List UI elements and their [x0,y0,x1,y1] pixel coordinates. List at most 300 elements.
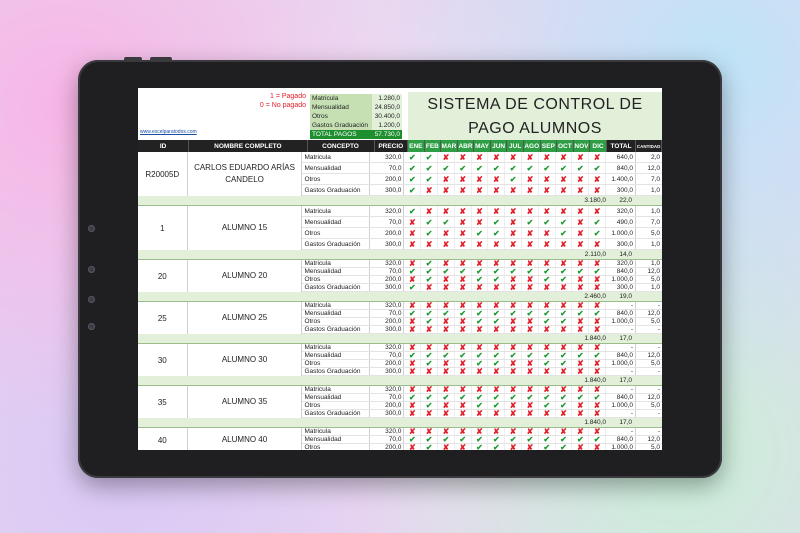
cross-icon[interactable]: ✘ [488,185,505,195]
price-cell[interactable]: 300,0 [370,239,404,249]
cross-icon[interactable]: ✘ [589,360,606,367]
check-icon[interactable]: ✔ [404,310,421,317]
concept-cell[interactable]: Otros [302,444,370,450]
check-icon[interactable]: ✔ [505,163,522,173]
cross-icon[interactable]: ✘ [556,260,573,267]
total-cell[interactable]: 840,0 [606,163,636,173]
cross-icon[interactable]: ✘ [522,174,539,184]
cross-icon[interactable]: ✘ [404,410,421,417]
cross-icon[interactable]: ✘ [589,206,606,216]
check-icon[interactable]: ✔ [556,360,573,367]
header-qty[interactable]: CANTIDAD [636,140,662,152]
cross-icon[interactable]: ✘ [421,428,438,435]
cross-icon[interactable]: ✘ [505,206,522,216]
cross-icon[interactable]: ✘ [488,386,505,393]
cross-icon[interactable]: ✘ [472,386,489,393]
check-icon[interactable]: ✔ [488,228,505,238]
check-icon[interactable]: ✔ [421,260,438,267]
check-icon[interactable]: ✔ [488,318,505,325]
header-id[interactable]: ID [138,140,189,152]
subtotal-qty[interactable]: 17,0 [619,377,632,384]
concept-cell[interactable]: Otros [302,174,370,184]
cross-icon[interactable]: ✘ [572,239,589,249]
check-icon[interactable]: ✔ [472,402,489,409]
qty-cell[interactable]: 5,0 [650,360,660,367]
cross-icon[interactable]: ✘ [488,284,505,291]
cross-icon[interactable]: ✘ [505,402,522,409]
qty-cell[interactable]: - [657,410,660,417]
cross-icon[interactable]: ✘ [522,206,539,216]
check-icon[interactable]: ✔ [522,163,539,173]
qty-cell[interactable]: 1,0 [650,186,660,194]
check-icon[interactable]: ✔ [572,268,589,275]
total-cell[interactable]: - [606,368,636,375]
cross-icon[interactable]: ✘ [589,444,606,450]
check-icon[interactable]: ✔ [556,436,573,443]
cross-icon[interactable]: ✘ [556,386,573,393]
cross-icon[interactable]: ✘ [455,239,472,249]
check-icon[interactable]: ✔ [539,352,556,359]
cross-icon[interactable]: ✘ [522,228,539,238]
cross-icon[interactable]: ✘ [404,344,421,351]
header-total[interactable]: TOTAL [607,140,637,152]
cross-icon[interactable]: ✘ [438,444,455,450]
summary-value[interactable]: 24.850,0 [372,103,402,112]
check-icon[interactable]: ✔ [572,394,589,401]
check-icon[interactable]: ✔ [539,163,556,173]
qty-cell[interactable]: 1,0 [650,207,660,215]
check-icon[interactable]: ✔ [572,163,589,173]
check-icon[interactable]: ✔ [488,268,505,275]
cross-icon[interactable]: ✘ [505,260,522,267]
cross-icon[interactable]: ✘ [455,444,472,450]
check-icon[interactable]: ✔ [522,268,539,275]
cross-icon[interactable]: ✘ [455,206,472,216]
cross-icon[interactable]: ✘ [404,318,421,325]
check-icon[interactable]: ✔ [421,402,438,409]
cross-icon[interactable]: ✘ [556,284,573,291]
cross-icon[interactable]: ✘ [522,284,539,291]
qty-cell[interactable]: 12,0 [647,164,660,172]
check-icon[interactable]: ✔ [522,352,539,359]
check-icon[interactable]: ✔ [488,436,505,443]
cross-icon[interactable]: ✘ [488,239,505,249]
check-icon[interactable]: ✔ [522,310,539,317]
check-icon[interactable]: ✔ [455,163,472,173]
cross-icon[interactable]: ✘ [572,185,589,195]
cross-icon[interactable]: ✘ [539,368,556,375]
qty-cell[interactable]: 12,0 [647,436,660,443]
cross-icon[interactable]: ✘ [421,284,438,291]
cross-icon[interactable]: ✘ [505,217,522,227]
check-icon[interactable]: ✔ [556,217,573,227]
cross-icon[interactable]: ✘ [472,410,489,417]
header-month[interactable]: SEP [541,140,558,152]
check-icon[interactable]: ✔ [404,394,421,401]
price-cell[interactable]: 200,0 [370,228,404,238]
cross-icon[interactable]: ✘ [589,428,606,435]
qty-cell[interactable]: 5,0 [650,229,660,237]
cross-icon[interactable]: ✘ [455,185,472,195]
price-cell[interactable]: 320,0 [370,260,404,267]
header-month[interactable]: AGO [524,140,541,152]
qty-cell[interactable]: - [657,326,660,333]
header-name[interactable]: NOMBRE COMPLETO [189,140,307,152]
header-month[interactable]: NOV [574,140,591,152]
cross-icon[interactable]: ✘ [472,206,489,216]
price-cell[interactable]: 70,0 [370,436,404,443]
check-icon[interactable]: ✔ [522,217,539,227]
subtotal-qty[interactable]: 14,0 [619,251,632,258]
price-cell[interactable]: 300,0 [370,284,404,291]
cross-icon[interactable]: ✘ [404,302,421,309]
concept-cell[interactable]: Otros [302,228,370,238]
check-icon[interactable]: ✔ [472,228,489,238]
check-icon[interactable]: ✔ [539,394,556,401]
cross-icon[interactable]: ✘ [455,260,472,267]
concept-cell[interactable]: Mensualidad [302,163,370,173]
cross-icon[interactable]: ✘ [572,368,589,375]
student-name[interactable]: ALUMNO 40 [188,428,303,450]
cross-icon[interactable]: ✘ [556,326,573,333]
cross-icon[interactable]: ✘ [505,228,522,238]
total-cell[interactable]: - [606,302,636,309]
total-cell[interactable]: 320,0 [606,206,636,216]
cross-icon[interactable]: ✘ [472,428,489,435]
cross-icon[interactable]: ✘ [589,152,606,162]
cross-icon[interactable]: ✘ [572,402,589,409]
cross-icon[interactable]: ✘ [505,318,522,325]
cross-icon[interactable]: ✘ [438,239,455,249]
cross-icon[interactable]: ✘ [404,360,421,367]
cross-icon[interactable]: ✘ [572,386,589,393]
concept-cell[interactable]: Matricula [302,206,370,216]
subtotal-qty[interactable]: 17,0 [619,419,632,426]
price-cell[interactable]: 300,0 [370,410,404,417]
check-icon[interactable]: ✔ [488,163,505,173]
subtotal-qty[interactable]: 19,0 [619,293,632,300]
concept-cell[interactable]: Gastos Graduación [302,410,370,417]
total-cell[interactable]: 840,0 [606,436,636,443]
check-icon[interactable]: ✔ [455,268,472,275]
check-icon[interactable]: ✔ [539,217,556,227]
check-icon[interactable]: ✔ [472,394,489,401]
check-icon[interactable]: ✔ [556,228,573,238]
header-month[interactable]: OCT [557,140,574,152]
check-icon[interactable]: ✔ [421,217,438,227]
check-icon[interactable]: ✔ [589,394,606,401]
student-name[interactable]: ALUMNO 25 [188,302,303,334]
cross-icon[interactable]: ✘ [539,302,556,309]
header-month[interactable]: MAR [441,140,458,152]
cross-icon[interactable]: ✘ [472,174,489,184]
subtotal-amount[interactable]: 1.840,0 [584,335,606,342]
price-cell[interactable]: 300,0 [370,326,404,333]
check-icon[interactable]: ✔ [589,228,606,238]
student-id[interactable]: 35 [138,386,188,418]
qty-cell[interactable]: - [657,368,660,375]
cross-icon[interactable]: ✘ [539,239,556,249]
cross-icon[interactable]: ✘ [589,284,606,291]
cross-icon[interactable]: ✘ [438,228,455,238]
price-cell[interactable]: 200,0 [370,360,404,367]
header-month[interactable]: DIC [590,140,607,152]
check-icon[interactable]: ✔ [589,268,606,275]
cross-icon[interactable]: ✘ [522,360,539,367]
total-cell[interactable]: - [606,326,636,333]
check-icon[interactable]: ✔ [455,394,472,401]
cross-icon[interactable]: ✘ [404,368,421,375]
cross-icon[interactable]: ✘ [505,276,522,283]
check-icon[interactable]: ✔ [455,310,472,317]
cross-icon[interactable]: ✘ [522,152,539,162]
cross-icon[interactable]: ✘ [438,386,455,393]
cross-icon[interactable]: ✘ [539,386,556,393]
concept-cell[interactable]: Otros [302,276,370,283]
header-month[interactable]: ENE [408,140,425,152]
check-icon[interactable]: ✔ [505,394,522,401]
cross-icon[interactable]: ✘ [472,302,489,309]
concept-cell[interactable]: Matricula [302,302,370,309]
cross-icon[interactable]: ✘ [522,386,539,393]
check-icon[interactable]: ✔ [472,352,489,359]
total-cell[interactable]: - [606,344,636,351]
cross-icon[interactable]: ✘ [438,360,455,367]
check-icon[interactable]: ✔ [556,310,573,317]
cross-icon[interactable]: ✘ [572,152,589,162]
check-icon[interactable]: ✔ [505,268,522,275]
cross-icon[interactable]: ✘ [505,410,522,417]
check-icon[interactable]: ✔ [438,163,455,173]
price-cell[interactable]: 70,0 [370,217,404,227]
cross-icon[interactable]: ✘ [488,206,505,216]
check-icon[interactable]: ✔ [455,352,472,359]
student-name[interactable]: ALUMNO 15 [188,206,303,250]
check-icon[interactable]: ✔ [421,310,438,317]
cross-icon[interactable]: ✘ [556,410,573,417]
cross-icon[interactable]: ✘ [556,344,573,351]
check-icon[interactable]: ✔ [572,352,589,359]
cross-icon[interactable]: ✘ [522,402,539,409]
check-icon[interactable]: ✔ [488,217,505,227]
total-cell[interactable]: 1.000,0 [606,318,636,325]
check-icon[interactable]: ✔ [589,163,606,173]
total-cell[interactable]: 1.000,0 [606,228,636,238]
total-cell[interactable]: 300,0 [606,284,636,291]
cross-icon[interactable]: ✘ [421,206,438,216]
check-icon[interactable]: ✔ [438,268,455,275]
cross-icon[interactable]: ✘ [589,386,606,393]
header-month[interactable]: MAY [474,140,491,152]
check-icon[interactable]: ✔ [539,268,556,275]
cross-icon[interactable]: ✘ [488,152,505,162]
student-id[interactable]: 1 [138,206,188,250]
price-cell[interactable]: 70,0 [370,352,404,359]
total-cell[interactable]: - [606,428,636,435]
cross-icon[interactable]: ✘ [438,206,455,216]
price-cell[interactable]: 200,0 [370,318,404,325]
check-icon[interactable]: ✔ [539,310,556,317]
qty-cell[interactable]: 1,0 [650,284,660,291]
check-icon[interactable]: ✔ [421,163,438,173]
concept-cell[interactable]: Mensualidad [302,394,370,401]
check-icon[interactable]: ✔ [589,217,606,227]
cross-icon[interactable]: ✘ [472,217,489,227]
cross-icon[interactable]: ✘ [522,239,539,249]
check-icon[interactable]: ✔ [404,206,421,216]
price-cell[interactable]: 70,0 [370,268,404,275]
total-cell[interactable]: 840,0 [606,394,636,401]
check-icon[interactable]: ✔ [572,310,589,317]
student-name[interactable]: ALUMNO 20 [188,260,303,292]
cross-icon[interactable]: ✘ [539,284,556,291]
total-cell[interactable]: 840,0 [606,310,636,317]
qty-cell[interactable]: 1,0 [650,240,660,248]
check-icon[interactable]: ✔ [539,318,556,325]
total-cell[interactable]: 1.000,0 [606,276,636,283]
cross-icon[interactable]: ✘ [404,402,421,409]
site-link[interactable]: www.excelparatodos.com [140,129,197,135]
cross-icon[interactable]: ✘ [455,360,472,367]
price-cell[interactable]: 300,0 [370,185,404,195]
check-icon[interactable]: ✔ [421,436,438,443]
cross-icon[interactable]: ✘ [455,410,472,417]
check-icon[interactable]: ✔ [556,394,573,401]
price-cell[interactable]: 300,0 [370,368,404,375]
cross-icon[interactable]: ✘ [539,174,556,184]
cross-icon[interactable]: ✘ [404,228,421,238]
cross-icon[interactable]: ✘ [589,326,606,333]
check-icon[interactable]: ✔ [421,360,438,367]
student-id[interactable]: 20 [138,260,188,292]
cross-icon[interactable]: ✘ [455,284,472,291]
concept-cell[interactable]: Matricula [302,386,370,393]
check-icon[interactable]: ✔ [421,352,438,359]
cross-icon[interactable]: ✘ [589,410,606,417]
concept-cell[interactable]: Mensualidad [302,436,370,443]
qty-cell[interactable]: - [657,344,660,351]
cross-icon[interactable]: ✘ [438,402,455,409]
cross-icon[interactable]: ✘ [522,276,539,283]
cross-icon[interactable]: ✘ [539,228,556,238]
cross-icon[interactable]: ✘ [556,368,573,375]
cross-icon[interactable]: ✘ [556,152,573,162]
cross-icon[interactable]: ✘ [455,217,472,227]
cross-icon[interactable]: ✘ [556,239,573,249]
check-icon[interactable]: ✔ [404,284,421,291]
check-icon[interactable]: ✔ [589,310,606,317]
cross-icon[interactable]: ✘ [438,174,455,184]
qty-cell[interactable]: 12,0 [647,310,660,317]
cross-icon[interactable]: ✘ [472,326,489,333]
total-cell[interactable]: 1.000,0 [606,444,636,450]
price-cell[interactable]: 200,0 [370,402,404,409]
qty-cell[interactable]: - [657,428,660,435]
cross-icon[interactable]: ✘ [539,260,556,267]
check-icon[interactable]: ✔ [556,444,573,450]
cross-icon[interactable]: ✘ [572,302,589,309]
cross-icon[interactable]: ✘ [572,206,589,216]
cross-icon[interactable]: ✘ [505,302,522,309]
check-icon[interactable]: ✔ [572,436,589,443]
check-icon[interactable]: ✔ [505,436,522,443]
check-icon[interactable]: ✔ [455,436,472,443]
cross-icon[interactable]: ✘ [522,368,539,375]
cross-icon[interactable]: ✘ [589,276,606,283]
cross-icon[interactable]: ✘ [572,318,589,325]
student-id[interactable]: 40 [138,428,188,450]
concept-cell[interactable]: Mensualidad [302,268,370,275]
cross-icon[interactable]: ✘ [488,326,505,333]
qty-cell[interactable]: 5,0 [650,318,660,325]
header-concept[interactable]: CONCEPTO [308,140,375,152]
cross-icon[interactable]: ✘ [421,386,438,393]
cross-icon[interactable]: ✘ [572,326,589,333]
price-cell[interactable]: 200,0 [370,276,404,283]
total-cell[interactable]: 300,0 [606,239,636,249]
cross-icon[interactable]: ✘ [488,368,505,375]
check-icon[interactable]: ✔ [539,276,556,283]
subtotal-amount[interactable]: 1.840,0 [584,419,606,426]
price-cell[interactable]: 200,0 [370,174,404,184]
check-icon[interactable]: ✔ [488,402,505,409]
cross-icon[interactable]: ✘ [438,276,455,283]
header-month[interactable]: JUL [507,140,524,152]
check-icon[interactable]: ✔ [488,352,505,359]
subtotal-amount[interactable]: 1.840,0 [584,377,606,384]
concept-cell[interactable]: Gastos Graduación [302,326,370,333]
summary-value[interactable]: 1.200,0 [372,121,402,130]
concept-cell[interactable]: Otros [302,318,370,325]
price-cell[interactable]: 320,0 [370,428,404,435]
cross-icon[interactable]: ✘ [505,368,522,375]
check-icon[interactable]: ✔ [404,185,421,195]
cross-icon[interactable]: ✘ [421,368,438,375]
cross-icon[interactable]: ✘ [421,239,438,249]
cross-icon[interactable]: ✘ [572,428,589,435]
check-icon[interactable]: ✔ [505,352,522,359]
cross-icon[interactable]: ✘ [472,239,489,249]
cross-icon[interactable]: ✘ [505,444,522,450]
check-icon[interactable]: ✔ [488,310,505,317]
cross-icon[interactable]: ✘ [556,185,573,195]
cross-icon[interactable]: ✘ [589,368,606,375]
cross-icon[interactable]: ✘ [455,386,472,393]
cross-icon[interactable]: ✘ [472,344,489,351]
subtotal-qty[interactable]: 17,0 [619,335,632,342]
cross-icon[interactable]: ✘ [505,386,522,393]
qty-cell[interactable]: 7,0 [650,175,660,183]
cross-icon[interactable]: ✘ [572,444,589,450]
cross-icon[interactable]: ✘ [455,326,472,333]
subtotal-amount[interactable]: 2.110,0 [584,251,606,258]
cross-icon[interactable]: ✘ [505,284,522,291]
cross-icon[interactable]: ✘ [589,318,606,325]
cross-icon[interactable]: ✘ [505,185,522,195]
concept-cell[interactable]: Mensualidad [302,310,370,317]
check-icon[interactable]: ✔ [472,436,489,443]
cross-icon[interactable]: ✘ [522,260,539,267]
check-icon[interactable]: ✔ [488,444,505,450]
price-cell[interactable]: 320,0 [370,206,404,216]
student-name[interactable]: ALUMNO 35 [188,386,303,418]
cross-icon[interactable]: ✘ [488,174,505,184]
cross-icon[interactable]: ✘ [505,344,522,351]
cross-icon[interactable]: ✘ [421,410,438,417]
total-cell[interactable]: 490,0 [606,217,636,227]
cross-icon[interactable]: ✘ [438,410,455,417]
total-cell[interactable]: 840,0 [606,268,636,275]
